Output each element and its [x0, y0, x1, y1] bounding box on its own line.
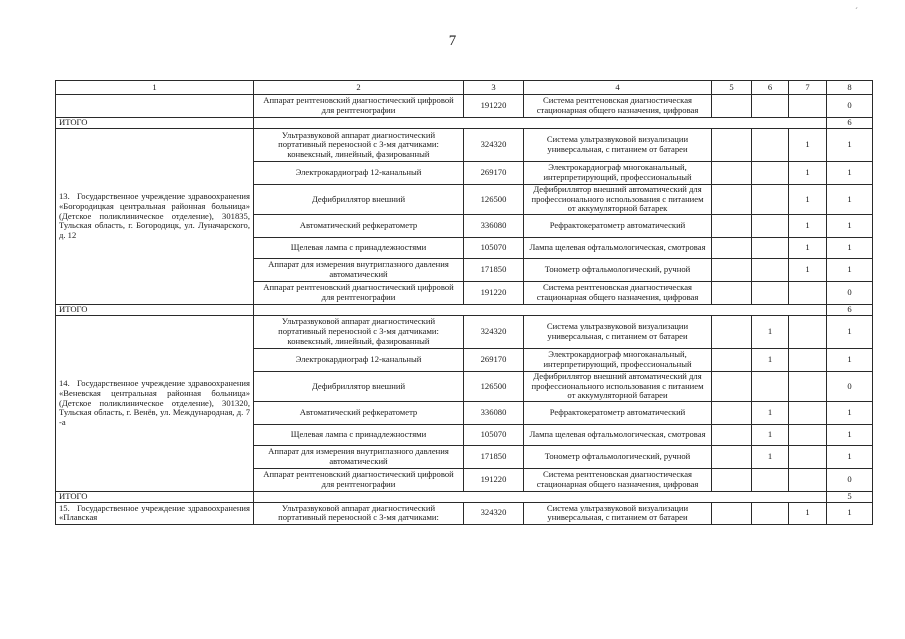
total-row	[56, 304, 873, 315]
device-name-cell: Дефибриллятор внешний	[254, 185, 464, 215]
device-code-cell: 336080	[464, 401, 524, 424]
col8-total-cell: 1	[827, 424, 873, 445]
col5-cell	[712, 258, 752, 281]
total-label-cell: ИТОГО	[56, 118, 254, 129]
col8-total-cell: 0	[827, 281, 873, 304]
col8-total-cell: 1	[827, 129, 873, 162]
total-spacer-cell	[254, 491, 827, 502]
device-name-cell: Аппарат для измерения внутриглазного давления автоматический	[254, 445, 464, 468]
device-name-cell: Аппарат рентгеновский диагностический цифровой для рентгенографии	[254, 281, 464, 304]
total-row	[56, 118, 873, 129]
col5-cell	[712, 371, 752, 401]
col8-total-cell: 1	[827, 401, 873, 424]
col7-cell	[789, 281, 827, 304]
device-description-cell: Тонометр офтальмологический, ручной	[524, 445, 712, 468]
device-code-cell: 269170	[464, 162, 524, 185]
device-description-cell: Система ультразвуковой визуализации универсальная, с питанием от батареи	[524, 502, 712, 524]
column-header-6: 6	[752, 81, 789, 95]
scan-mark: ´	[855, 6, 858, 16]
device-name-cell: Щелевая лампа с принадлежностями	[254, 424, 464, 445]
organization-name: Государственное учреждение здравоохранения «Плавская	[59, 502, 250, 523]
column-header-7: 7	[789, 81, 827, 95]
col7-cell	[789, 468, 827, 491]
col5-cell	[712, 185, 752, 215]
device-description-cell: Электрокардиограф многоканальный, интерпретирующий, профессиональный	[524, 162, 712, 185]
device-description-cell: Рефрактокератометр автоматический	[524, 214, 712, 237]
col7-cell: 1	[789, 162, 827, 185]
col6-cell	[752, 258, 789, 281]
device-name-cell: Автоматический рефкератометр	[254, 401, 464, 424]
row-number: 15.	[59, 502, 70, 513]
device-code-cell: 191220	[464, 281, 524, 304]
equipment-table	[55, 80, 873, 525]
col7-cell: 1	[789, 185, 827, 215]
device-description-cell: Рефрактокератометр автоматический	[524, 401, 712, 424]
col6-cell	[752, 371, 789, 401]
organization-name: Государственное учреждение здравоохранения «Веневская центральная районная больница» (Детское поликлиническое отделение), 301320, Тульская область, г. Венёв, ул. Международная, д. 7 -а	[59, 378, 250, 427]
total-value-cell: 6	[827, 118, 873, 129]
col6-cell	[752, 502, 789, 524]
column-header-8: 8	[827, 81, 873, 95]
total-spacer-cell	[254, 304, 827, 315]
device-name-cell: Автоматический рефкератометр	[254, 214, 464, 237]
col5-cell	[712, 502, 752, 524]
device-code-cell: 171850	[464, 445, 524, 468]
column-header-2: 2	[254, 81, 464, 95]
device-code-cell: 126500	[464, 371, 524, 401]
device-description-cell: Система ультразвуковой визуализации универсальная, с питанием от батареи	[524, 129, 712, 162]
device-name-cell: Ультразвуковой аппарат диагностический портативный переносной с 3-мя датчиками: конвексный, линейный, фазированный	[254, 129, 464, 162]
col8-total-cell: 1	[827, 348, 873, 371]
col5-cell	[712, 468, 752, 491]
device-row	[56, 129, 873, 162]
col5-cell	[712, 401, 752, 424]
column-header-4: 4	[524, 81, 712, 95]
total-spacer-cell	[254, 118, 827, 129]
col6-cell: 1	[752, 315, 789, 348]
device-description-cell: Система рентгеновская диагностическая стационарная общего назначения, цифровая	[524, 281, 712, 304]
device-description-cell: Тонометр офтальмологический, ручной	[524, 258, 712, 281]
device-code-cell: 269170	[464, 348, 524, 371]
col6-cell	[752, 281, 789, 304]
device-code-cell: 191220	[464, 95, 524, 118]
col7-cell	[789, 424, 827, 445]
col6-cell: 1	[752, 348, 789, 371]
device-code-cell: 336080	[464, 214, 524, 237]
device-row	[56, 95, 873, 118]
col5-cell	[712, 348, 752, 371]
device-name-cell: Аппарат рентгеновский диагностический цифровой для рентгенографии	[254, 468, 464, 491]
col8-total-cell: 1	[827, 185, 873, 215]
total-label-cell: ИТОГО	[56, 304, 254, 315]
device-name-cell: Ультразвуковой аппарат диагностический портативный переносной с 3-мя датчиками:	[254, 502, 464, 524]
col7-cell: 1	[789, 502, 827, 524]
col5-cell	[712, 281, 752, 304]
col5-cell	[712, 424, 752, 445]
device-description-cell: Система рентгеновская диагностическая стационарная общего назначения, цифровая	[524, 95, 712, 118]
col6-cell	[752, 185, 789, 215]
total-value-cell: 6	[827, 304, 873, 315]
col8-total-cell: 0	[827, 95, 873, 118]
col7-cell	[789, 95, 827, 118]
col7-cell	[789, 315, 827, 348]
device-code-cell: 105070	[464, 424, 524, 445]
organization-cell	[56, 315, 254, 491]
col6-cell: 1	[752, 424, 789, 445]
device-name-cell: Аппарат для измерения внутриглазного давления автоматический	[254, 258, 464, 281]
column-header-5: 5	[712, 81, 752, 95]
organization-name: Государственное учреждение здравоохранения «Богородицкая центральная районная больница» (Детское поликлиническое отделение), 301835, Тульская область, г. Богородицк, ул. Луначарского, д. 12	[59, 191, 250, 240]
device-code-cell: 324320	[464, 129, 524, 162]
organization-cell	[56, 129, 254, 305]
device-row	[56, 502, 873, 524]
device-description-cell: Электрокардиограф многоканальный, интерпретирующий, профессиональный	[524, 348, 712, 371]
total-row	[56, 491, 873, 502]
col5-cell	[712, 214, 752, 237]
col5-cell	[712, 445, 752, 468]
col8-total-cell: 1	[827, 214, 873, 237]
col7-cell: 1	[789, 129, 827, 162]
col8-total-cell: 1	[827, 162, 873, 185]
column-header-1: 1	[56, 81, 254, 95]
col7-cell: 1	[789, 258, 827, 281]
col6-cell	[752, 214, 789, 237]
col7-cell: 1	[789, 237, 827, 258]
device-name-cell: Щелевая лампа с принадлежностями	[254, 237, 464, 258]
col7-cell	[789, 371, 827, 401]
col8-total-cell: 1	[827, 258, 873, 281]
page-number: 7	[448, 33, 457, 49]
row-number: 14.	[59, 378, 70, 389]
device-description-cell: Лампа щелевая офтальмологическая, смотровая	[524, 424, 712, 445]
device-description-cell: Система рентгеновская диагностическая стационарная общего назначения, цифровая	[524, 468, 712, 491]
device-description-cell: Лампа щелевая офтальмологическая, смотровая	[524, 237, 712, 258]
device-code-cell: 191220	[464, 468, 524, 491]
device-code-cell: 171850	[464, 258, 524, 281]
col8-total-cell: 1	[827, 502, 873, 524]
device-code-cell: 126500	[464, 185, 524, 215]
col5-cell	[712, 95, 752, 118]
col8-total-cell: 0	[827, 371, 873, 401]
device-name-cell: Аппарат рентгеновский диагностический цифровой для рентгенографии	[254, 95, 464, 118]
device-description-cell: Система ультразвуковой визуализации универсальная, с питанием от батареи	[524, 315, 712, 348]
device-description-cell: Дефибриллятор внешний автоматический для профессионального использования с питанием от аккумуляторной батареи	[524, 371, 712, 401]
device-name-cell: Дефибриллятор внешний	[254, 371, 464, 401]
device-description-cell: Дефибриллятор внешний автоматический для профессионального использования с питанием от аккумуляторной батарек	[524, 185, 712, 215]
col6-cell	[752, 95, 789, 118]
col8-total-cell: 1	[827, 237, 873, 258]
col5-cell	[712, 237, 752, 258]
device-row	[56, 315, 873, 348]
header-row	[56, 81, 873, 95]
col8-total-cell: 1	[827, 315, 873, 348]
col7-cell: 1	[789, 214, 827, 237]
device-code-cell: 324320	[464, 502, 524, 524]
col5-cell	[712, 162, 752, 185]
col7-cell	[789, 401, 827, 424]
device-code-cell: 324320	[464, 315, 524, 348]
total-value-cell: 5	[827, 491, 873, 502]
col6-cell	[752, 129, 789, 162]
col6-cell: 1	[752, 445, 789, 468]
column-header-3: 3	[464, 81, 524, 95]
organization-cell	[56, 502, 254, 524]
total-label-cell: ИТОГО	[56, 491, 254, 502]
col7-cell	[789, 348, 827, 371]
col6-cell	[752, 468, 789, 491]
col6-cell: 1	[752, 401, 789, 424]
col6-cell	[752, 237, 789, 258]
device-name-cell: Электрокардиограф 12-канальный	[254, 162, 464, 185]
col5-cell	[712, 129, 752, 162]
device-code-cell: 105070	[464, 237, 524, 258]
device-name-cell: Ультразвуковой аппарат диагностический портативный переносной с 3-мя датчиками: конвексный, линейный, фазированный	[254, 315, 464, 348]
col6-cell	[752, 162, 789, 185]
organization-cell	[56, 95, 254, 118]
col8-total-cell: 0	[827, 468, 873, 491]
col8-total-cell: 1	[827, 445, 873, 468]
row-number: 13.	[59, 191, 70, 202]
col5-cell	[712, 315, 752, 348]
col7-cell	[789, 445, 827, 468]
device-name-cell: Электрокардиограф 12-канальный	[254, 348, 464, 371]
